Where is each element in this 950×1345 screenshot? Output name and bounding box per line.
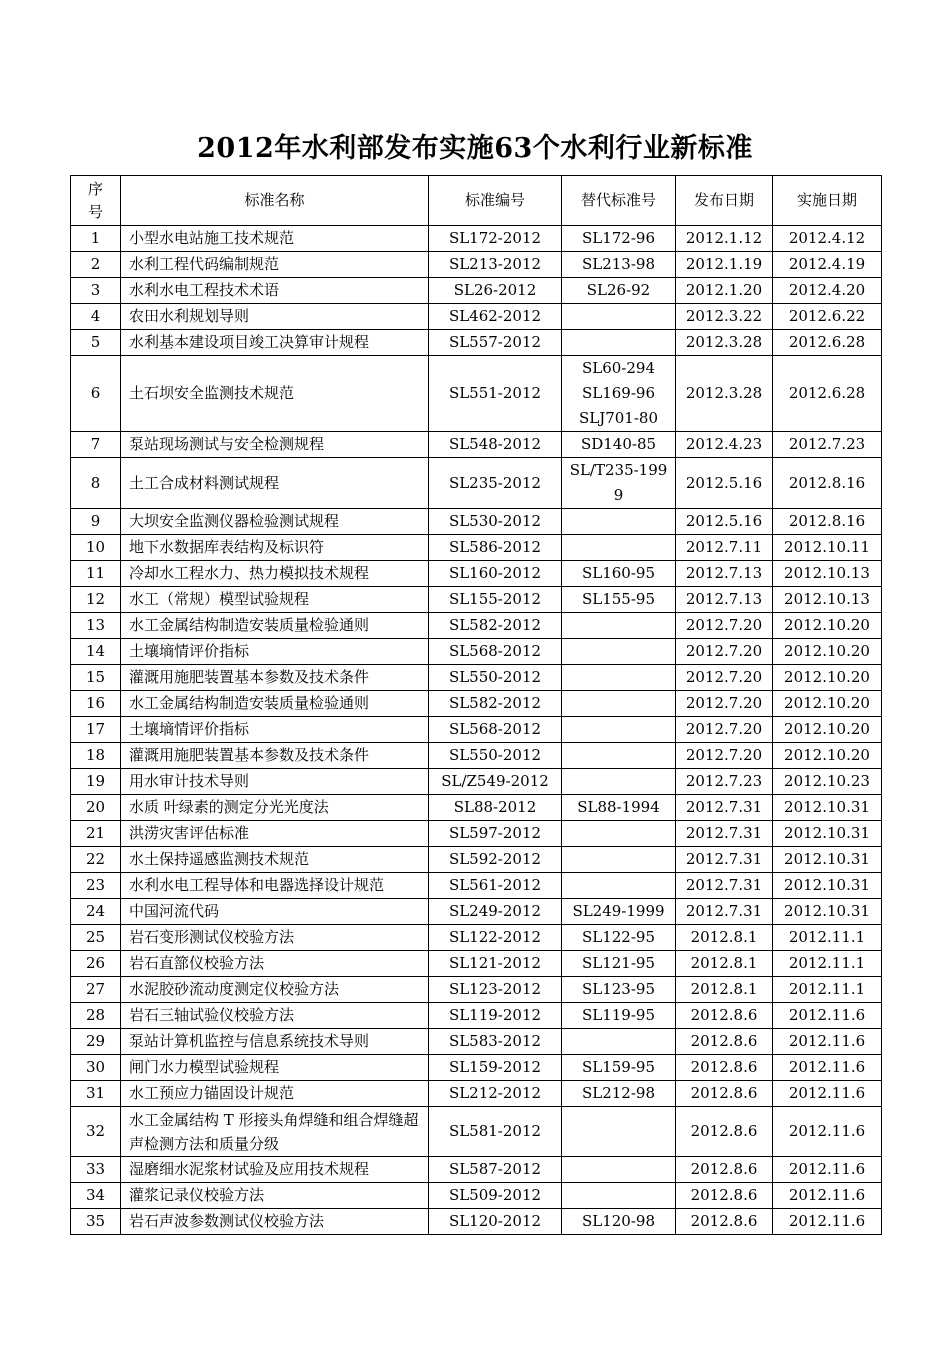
- cell-replace: [562, 1003, 676, 1029]
- table-row: [71, 613, 882, 639]
- cell-replace: [562, 795, 676, 821]
- cell-impl-date: 2012.11.6: [773, 1107, 882, 1157]
- cell-pub-date: 2012.7.20: [676, 743, 773, 769]
- cell-pub-date: 2012.5.16: [676, 509, 773, 535]
- cell-no: 31: [71, 1081, 121, 1107]
- cell-no: 3: [71, 278, 121, 304]
- cell-no: 4: [71, 304, 121, 330]
- cell-impl-date: 2012.6.28: [773, 356, 882, 432]
- cell-impl-date: 2012.10.20: [773, 665, 882, 691]
- cell-impl-date: 2012.11.6: [773, 1209, 882, 1235]
- cell-no: 18: [71, 743, 121, 769]
- cell-name: 中国河流代码: [121, 899, 429, 925]
- replace-line: SL88-1994: [577, 798, 660, 816]
- cell-no: 11: [71, 561, 121, 587]
- cell-no: 10: [71, 535, 121, 561]
- cell-pub-date: 2012.8.6: [676, 1157, 773, 1183]
- replace-line: SL249-1999: [572, 902, 665, 920]
- replace-line: SL121-95: [581, 954, 656, 972]
- cell-name: 小型水电站施工技术规范: [121, 226, 429, 252]
- table-header-row: [71, 176, 882, 226]
- cell-replace: [562, 1055, 676, 1081]
- cell-name: 水工（常规）模型试验规程: [121, 587, 429, 613]
- table-row: [71, 509, 882, 535]
- table-row: [71, 1029, 882, 1055]
- cell-replace: [562, 1209, 676, 1235]
- cell-code: SL120-2012: [429, 1209, 562, 1235]
- cell-pub-date: 2012.7.20: [676, 691, 773, 717]
- cell-impl-date: 2012.4.20: [773, 278, 882, 304]
- cell-replace: [562, 304, 676, 330]
- header-code: 标准编号: [429, 176, 562, 226]
- cell-impl-date: 2012.10.13: [773, 587, 882, 613]
- cell-no: 23: [71, 873, 121, 899]
- cell-pub-date: 2012.3.28: [676, 330, 773, 356]
- cell-code: SL568-2012: [429, 717, 562, 743]
- replace-line: SL123-95: [581, 980, 656, 998]
- cell-no: 15: [71, 665, 121, 691]
- cell-replace: [562, 226, 676, 252]
- table-row: [71, 951, 882, 977]
- table-row: [71, 977, 882, 1003]
- cell-impl-date: 2012.11.6: [773, 1055, 882, 1081]
- cell-pub-date: 2012.1.20: [676, 278, 773, 304]
- cell-no: 34: [71, 1183, 121, 1209]
- cell-replace: [562, 847, 676, 873]
- replace-line: SL169-96: [581, 384, 656, 402]
- replace-line: SL160-95: [581, 564, 656, 582]
- cell-impl-date: 2012.10.13: [773, 561, 882, 587]
- cell-replace: [562, 458, 676, 509]
- cell-name: 湿磨细水泥浆材试验及应用技术规程: [121, 1157, 429, 1183]
- cell-impl-date: 2012.11.6: [773, 1183, 882, 1209]
- replace-line: SL120-98: [581, 1212, 656, 1230]
- table-row: [71, 717, 882, 743]
- replace-line: SL26-92: [586, 281, 651, 299]
- table-row: [71, 873, 882, 899]
- cell-no: 13: [71, 613, 121, 639]
- cell-impl-date: 2012.11.6: [773, 1157, 882, 1183]
- cell-impl-date: 2012.11.1: [773, 925, 882, 951]
- cell-code: SL123-2012: [429, 977, 562, 1003]
- table-row: [71, 304, 882, 330]
- cell-pub-date: 2012.7.20: [676, 613, 773, 639]
- cell-code: SL586-2012: [429, 535, 562, 561]
- cell-code: SL550-2012: [429, 743, 562, 769]
- cell-code: SL121-2012: [429, 951, 562, 977]
- cell-name: 岩石直篰仪校验方法: [121, 951, 429, 977]
- cell-pub-date: 2012.7.31: [676, 847, 773, 873]
- cell-replace: [562, 743, 676, 769]
- replace-line: SL172-96: [581, 229, 656, 247]
- cell-code: SL568-2012: [429, 639, 562, 665]
- replace-line: SL122-95: [581, 928, 656, 946]
- cell-impl-date: 2012.10.31: [773, 821, 882, 847]
- cell-pub-date: 2012.8.6: [676, 1081, 773, 1107]
- replace-line: SL212-98: [581, 1084, 656, 1102]
- cell-replace: [562, 432, 676, 458]
- cell-name: 灌浆记录仪校验方法: [121, 1183, 429, 1209]
- cell-code: SL550-2012: [429, 665, 562, 691]
- cell-no: 26: [71, 951, 121, 977]
- cell-name: 水工金属结构 T 形接头角焊缝和组合焊缝超声检测方法和质量分级: [121, 1107, 429, 1157]
- cell-pub-date: 2012.8.6: [676, 1183, 773, 1209]
- replace-line: SL60-294: [581, 359, 656, 377]
- cell-replace: [562, 977, 676, 1003]
- cell-pub-date: 2012.5.16: [676, 458, 773, 509]
- table-row: [71, 665, 882, 691]
- table-row: [71, 458, 882, 509]
- table-row: [71, 356, 882, 432]
- cell-pub-date: 2012.8.6: [676, 1003, 773, 1029]
- table-body: [71, 226, 882, 1235]
- cell-no: 5: [71, 330, 121, 356]
- table-row: [71, 561, 882, 587]
- cell-no: 1: [71, 226, 121, 252]
- cell-impl-date: 2012.11.1: [773, 951, 882, 977]
- cell-code: SL462-2012: [429, 304, 562, 330]
- cell-pub-date: 2012.7.11: [676, 535, 773, 561]
- cell-code: SL160-2012: [429, 561, 562, 587]
- cell-code: SL172-2012: [429, 226, 562, 252]
- cell-impl-date: 2012.10.31: [773, 873, 882, 899]
- cell-no: 6: [71, 356, 121, 432]
- cell-replace: [562, 821, 676, 847]
- cell-impl-date: 2012.10.20: [773, 691, 882, 717]
- table-row: [71, 587, 882, 613]
- table-row: [71, 899, 882, 925]
- table-row: [71, 1183, 882, 1209]
- cell-impl-date: 2012.10.31: [773, 795, 882, 821]
- cell-pub-date: 2012.7.13: [676, 561, 773, 587]
- header-pub-date: 发布日期: [676, 176, 773, 226]
- cell-replace: [562, 330, 676, 356]
- cell-code: SL587-2012: [429, 1157, 562, 1183]
- cell-name: 水利水电工程技术术语: [121, 278, 429, 304]
- cell-name: 岩石变形测试仪校验方法: [121, 925, 429, 951]
- cell-no: 17: [71, 717, 121, 743]
- cell-replace: [562, 717, 676, 743]
- cell-code: SL582-2012: [429, 691, 562, 717]
- cell-impl-date: 2012.10.11: [773, 535, 882, 561]
- replace-line: SLJ701-80: [578, 409, 659, 427]
- cell-pub-date: 2012.4.23: [676, 432, 773, 458]
- cell-impl-date: 2012.10.31: [773, 847, 882, 873]
- cell-code: SL530-2012: [429, 509, 562, 535]
- cell-impl-date: 2012.10.20: [773, 639, 882, 665]
- cell-name: 岩石三轴试验仪校验方法: [121, 1003, 429, 1029]
- cell-replace: [562, 509, 676, 535]
- table-row: [71, 925, 882, 951]
- cell-code: SL159-2012: [429, 1055, 562, 1081]
- cell-no: 7: [71, 432, 121, 458]
- cell-code: SL592-2012: [429, 847, 562, 873]
- cell-pub-date: 2012.8.1: [676, 951, 773, 977]
- cell-no: 14: [71, 639, 121, 665]
- cell-replace: [562, 587, 676, 613]
- replace-line: SL155-95: [581, 590, 656, 608]
- cell-name: 水泥胶砂流动度测定仪校验方法: [121, 977, 429, 1003]
- cell-pub-date: 2012.7.23: [676, 769, 773, 795]
- cell-replace: [562, 951, 676, 977]
- cell-code: SL212-2012: [429, 1081, 562, 1107]
- cell-no: 8: [71, 458, 121, 509]
- cell-pub-date: 2012.7.31: [676, 899, 773, 925]
- cell-no: 32: [71, 1107, 121, 1157]
- cell-name: 水利工程代码编制规范: [121, 252, 429, 278]
- cell-no: 27: [71, 977, 121, 1003]
- replace-line: SL119-95: [581, 1006, 656, 1024]
- cell-pub-date: 2012.8.1: [676, 925, 773, 951]
- replace-line: SL213-98: [581, 255, 656, 273]
- standards-table: [70, 175, 882, 1235]
- cell-replace: [562, 1183, 676, 1209]
- table-row: [71, 639, 882, 665]
- table-row: [71, 226, 882, 252]
- table-row: [71, 1107, 882, 1157]
- cell-impl-date: 2012.4.19: [773, 252, 882, 278]
- cell-no: 33: [71, 1157, 121, 1183]
- table-row: [71, 1081, 882, 1107]
- cell-code: SL581-2012: [429, 1107, 562, 1157]
- cell-code: SL/Z549-2012: [429, 769, 562, 795]
- cell-replace: [562, 1029, 676, 1055]
- table-row: [71, 1055, 882, 1081]
- cell-no: 28: [71, 1003, 121, 1029]
- cell-name: 水土保持遥感监测技术规范: [121, 847, 429, 873]
- cell-name: 水利水电工程导体和电器选择设计规范: [121, 873, 429, 899]
- cell-code: SL155-2012: [429, 587, 562, 613]
- cell-pub-date: 2012.8.6: [676, 1029, 773, 1055]
- table-row: [71, 1003, 882, 1029]
- table-row: [71, 330, 882, 356]
- replace-line: 9: [613, 486, 624, 504]
- table-row: [71, 847, 882, 873]
- cell-no: 20: [71, 795, 121, 821]
- cell-pub-date: 2012.1.19: [676, 252, 773, 278]
- replace-line: SL159-95: [581, 1058, 656, 1076]
- cell-no: 29: [71, 1029, 121, 1055]
- cell-name: 水工金属结构制造安装质量检验通则: [121, 691, 429, 717]
- cell-replace: [562, 252, 676, 278]
- cell-no: 24: [71, 899, 121, 925]
- cell-no: 19: [71, 769, 121, 795]
- cell-name: 土工合成材料测试规程: [121, 458, 429, 509]
- cell-replace: [562, 639, 676, 665]
- cell-no: 35: [71, 1209, 121, 1235]
- cell-replace: [562, 769, 676, 795]
- cell-replace: [562, 691, 676, 717]
- cell-name: 洪涝灾害评估标准: [121, 821, 429, 847]
- cell-name: 地下水数据库表结构及标识符: [121, 535, 429, 561]
- cell-replace: [562, 665, 676, 691]
- cell-impl-date: 2012.10.20: [773, 613, 882, 639]
- cell-code: SL119-2012: [429, 1003, 562, 1029]
- header-replace: 替代标准号: [562, 176, 676, 226]
- cell-pub-date: 2012.1.12: [676, 226, 773, 252]
- cell-name: 闸门水力模型试验规程: [121, 1055, 429, 1081]
- cell-name: 水质 叶绿素的测定分光光度法: [121, 795, 429, 821]
- cell-code: SL582-2012: [429, 613, 562, 639]
- cell-replace: [562, 535, 676, 561]
- cell-impl-date: 2012.10.23: [773, 769, 882, 795]
- table-row: [71, 1209, 882, 1235]
- cell-no: 30: [71, 1055, 121, 1081]
- cell-impl-date: 2012.8.16: [773, 509, 882, 535]
- table-row: [71, 821, 882, 847]
- cell-no: 22: [71, 847, 121, 873]
- cell-name: 泵站计算机监控与信息系统技术导则: [121, 1029, 429, 1055]
- replace-line: SD140-85: [580, 435, 657, 453]
- cell-replace: [562, 613, 676, 639]
- cell-code: SL557-2012: [429, 330, 562, 356]
- cell-impl-date: 2012.10.20: [773, 743, 882, 769]
- replace-line: SL/T235-199: [569, 461, 668, 479]
- cell-code: SL26-2012: [429, 278, 562, 304]
- cell-no: 12: [71, 587, 121, 613]
- cell-code: SL122-2012: [429, 925, 562, 951]
- header-impl-date: 实施日期: [773, 176, 882, 226]
- cell-impl-date: 2012.11.1: [773, 977, 882, 1003]
- table-row: [71, 691, 882, 717]
- table-row: [71, 769, 882, 795]
- page-title: 2012年水利部发布实施63个水利行业新标准: [197, 133, 753, 164]
- cell-pub-date: 2012.3.28: [676, 356, 773, 432]
- cell-pub-date: 2012.7.31: [676, 795, 773, 821]
- table-row: [71, 432, 882, 458]
- cell-name: 用水审计技术导则: [121, 769, 429, 795]
- table-row: [71, 1157, 882, 1183]
- cell-impl-date: 2012.6.28: [773, 330, 882, 356]
- cell-no: 16: [71, 691, 121, 717]
- cell-pub-date: 2012.7.20: [676, 639, 773, 665]
- cell-replace: [562, 899, 676, 925]
- cell-pub-date: 2012.8.6: [676, 1209, 773, 1235]
- cell-name: 冷却水工程水力、热力模拟技术规程: [121, 561, 429, 587]
- table-row: [71, 535, 882, 561]
- cell-replace: [562, 1081, 676, 1107]
- cell-pub-date: 2012.8.6: [676, 1107, 773, 1157]
- cell-code: SL509-2012: [429, 1183, 562, 1209]
- cell-no: 25: [71, 925, 121, 951]
- cell-pub-date: 2012.7.13: [676, 587, 773, 613]
- cell-pub-date: 2012.8.1: [676, 977, 773, 1003]
- cell-impl-date: 2012.11.6: [773, 1029, 882, 1055]
- cell-pub-date: 2012.7.20: [676, 665, 773, 691]
- cell-replace: [562, 873, 676, 899]
- cell-name: 灌溉用施肥装置基本参数及技术条件: [121, 743, 429, 769]
- header-name: 标准名称: [121, 176, 429, 226]
- cell-impl-date: 2012.10.31: [773, 899, 882, 925]
- cell-replace: [562, 1157, 676, 1183]
- cell-code: SL213-2012: [429, 252, 562, 278]
- cell-no: 2: [71, 252, 121, 278]
- cell-code: SL561-2012: [429, 873, 562, 899]
- cell-code: SL597-2012: [429, 821, 562, 847]
- cell-impl-date: 2012.4.12: [773, 226, 882, 252]
- cell-code: SL235-2012: [429, 458, 562, 509]
- cell-name: 大坝安全监测仪器检验测试规程: [121, 509, 429, 535]
- header-no: 序号: [71, 176, 121, 226]
- cell-no: 9: [71, 509, 121, 535]
- table-row: [71, 795, 882, 821]
- cell-name: 水工预应力锚固设计规范: [121, 1081, 429, 1107]
- cell-code: SL583-2012: [429, 1029, 562, 1055]
- table-row: [71, 743, 882, 769]
- cell-code: SL548-2012: [429, 432, 562, 458]
- cell-name: 泵站现场测试与安全检测规程: [121, 432, 429, 458]
- cell-code: SL551-2012: [429, 356, 562, 432]
- cell-name: 农田水利规划导则: [121, 304, 429, 330]
- cell-pub-date: 2012.7.31: [676, 821, 773, 847]
- cell-replace: [562, 278, 676, 304]
- table-row: [71, 278, 882, 304]
- cell-pub-date: 2012.7.20: [676, 717, 773, 743]
- cell-impl-date: 2012.11.6: [773, 1003, 882, 1029]
- table-row: [71, 252, 882, 278]
- cell-name: 土壤墒情评价指标: [121, 639, 429, 665]
- cell-name: 岩石声波参数测试仪校验方法: [121, 1209, 429, 1235]
- cell-pub-date: 2012.3.22: [676, 304, 773, 330]
- cell-impl-date: 2012.8.16: [773, 458, 882, 509]
- cell-impl-date: 2012.10.20: [773, 717, 882, 743]
- cell-name: 土石坝安全监测技术规范: [121, 356, 429, 432]
- cell-code: SL88-2012: [429, 795, 562, 821]
- cell-no: 21: [71, 821, 121, 847]
- cell-pub-date: 2012.7.31: [676, 873, 773, 899]
- cell-name: 水工金属结构制造安装质量检验通则: [121, 613, 429, 639]
- cell-replace: [562, 1107, 676, 1157]
- cell-replace: [562, 561, 676, 587]
- cell-replace: [562, 356, 676, 432]
- cell-name: 灌溉用施肥装置基本参数及技术条件: [121, 665, 429, 691]
- cell-replace: [562, 925, 676, 951]
- cell-name: 水利基本建设项目竣工决算审计规程: [121, 330, 429, 356]
- cell-impl-date: 2012.7.23: [773, 432, 882, 458]
- cell-name: 土壤墒情评价指标: [121, 717, 429, 743]
- cell-pub-date: 2012.8.6: [676, 1055, 773, 1081]
- cell-impl-date: 2012.6.22: [773, 304, 882, 330]
- cell-code: SL249-2012: [429, 899, 562, 925]
- cell-impl-date: 2012.11.6: [773, 1081, 882, 1107]
